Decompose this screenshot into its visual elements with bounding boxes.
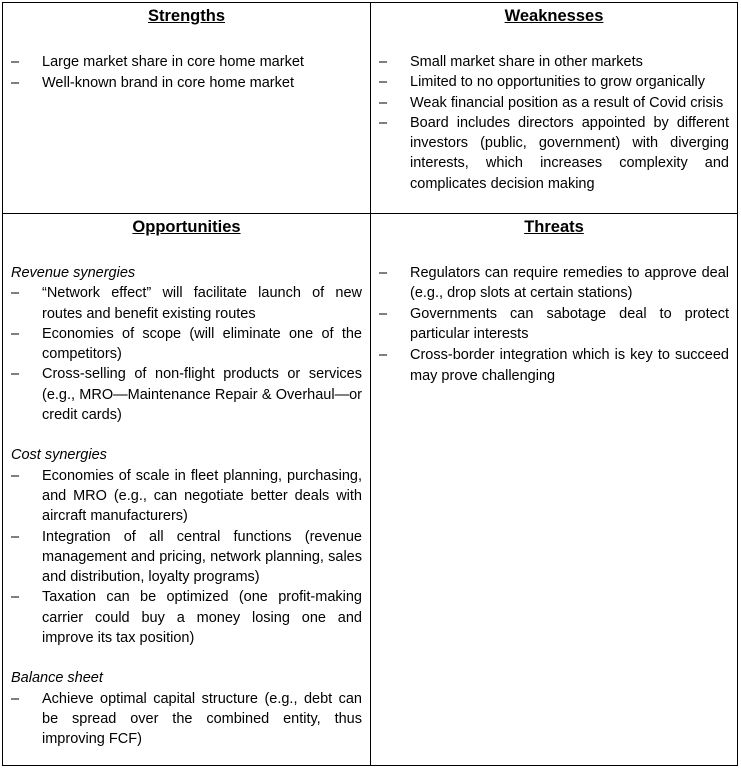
threat-text: Regulators can require remedies to approve deal (e.g., drop slots at certain stations) xyxy=(410,265,729,302)
list-item xyxy=(379,93,729,113)
weakness-text: Board includes directors appointed by different investors (public, government) with diverging interests, which increases complexity and complicates decision making xyxy=(410,114,729,192)
group-title: Balance sheet xyxy=(11,670,103,687)
opportunity-group-balance xyxy=(11,668,362,749)
dash-bullet: – xyxy=(11,54,20,70)
group-title: Revenue synergies xyxy=(11,265,136,281)
opportunity-text: Cross-selling of non-flight products or services (e.g., MRO—Maintenance Repair & Overhaul—or credit cards) xyxy=(42,366,362,424)
opportunity-list xyxy=(11,283,362,425)
dash-bullet: – xyxy=(379,265,388,281)
threats-cell xyxy=(371,214,737,765)
dash-bullet: – xyxy=(379,347,388,364)
weakness-text: Limited to no opportunities to grow organically xyxy=(410,74,705,91)
opportunity-text: Achieve optimal capital structure (e.g., debt can be spread over the combined entity, thus improving FCF) xyxy=(42,690,362,748)
opportunity-list xyxy=(11,689,362,750)
dash-bullet: – xyxy=(379,114,388,131)
list-item xyxy=(11,324,362,365)
threats-list xyxy=(379,263,729,386)
list-item xyxy=(11,52,362,72)
dash-bullet: – xyxy=(11,74,20,91)
opportunity-group-revenue xyxy=(11,263,362,425)
list-item xyxy=(11,466,362,527)
opportunity-text: Taxation can be optimized (one profit-making carrier could buy a money losing one and improve its tax position) xyxy=(42,589,362,647)
dash-bullet: – xyxy=(11,690,20,707)
dash-bullet: – xyxy=(379,54,388,70)
group-title: Cost synergies xyxy=(11,447,107,464)
weakness-text: Weak financial position as a result of Covid crisis xyxy=(410,94,724,111)
list-item xyxy=(379,72,729,92)
opportunities-content xyxy=(3,263,370,750)
threats-content xyxy=(371,263,737,386)
strength-text: Well-known brand in core home market xyxy=(42,74,294,91)
strengths-list xyxy=(11,52,362,93)
dash-bullet: – xyxy=(11,285,20,302)
list-item xyxy=(379,113,729,194)
weakness-text: Small market share in other markets xyxy=(410,54,643,70)
threat-text: Governments can sabotage deal to protect particular interests xyxy=(410,306,729,343)
dash-bullet: – xyxy=(11,589,20,606)
dash-bullet: – xyxy=(379,306,388,323)
dash-bullet: – xyxy=(379,74,388,91)
opportunity-text: “Network effect” will facilitate launch of new routes and benefit existing routes xyxy=(42,285,362,322)
dash-bullet: – xyxy=(11,467,20,484)
opportunity-text: Economies of scope (will eliminate one of the competitors) xyxy=(42,325,362,363)
weaknesses-heading: Weaknesses xyxy=(504,7,604,25)
dash-bullet: – xyxy=(11,325,20,342)
dash-bullet: – xyxy=(11,528,20,545)
opportunities-heading: Opportunities xyxy=(132,218,241,236)
threat-text: Cross-border integration which is key to succeed may prove challenging xyxy=(410,347,729,384)
strengths-cell xyxy=(3,3,370,213)
list-item xyxy=(379,345,729,386)
list-item xyxy=(11,527,362,588)
opportunity-text: Integration of all central functions (revenue management and pricing, network planning, sales and distribution, loyalty programs) xyxy=(42,528,362,586)
weaknesses-content xyxy=(371,52,737,194)
list-item xyxy=(379,52,729,72)
opportunity-group-cost xyxy=(11,445,362,648)
dash-bullet: – xyxy=(379,94,388,111)
list-item xyxy=(11,364,362,425)
list-item xyxy=(11,587,362,648)
list-item xyxy=(11,283,362,324)
list-item xyxy=(379,263,729,304)
dash-bullet: – xyxy=(11,366,20,383)
opportunities-cell xyxy=(3,214,370,765)
strengths-content xyxy=(3,52,370,93)
strength-text: Large market share in core home market xyxy=(42,54,304,70)
strengths-heading: Strengths xyxy=(147,7,225,25)
list-item xyxy=(11,689,362,750)
list-item xyxy=(11,73,362,93)
opportunity-text: Economies of scale in fleet planning, purchasing, and MRO (e.g., can negotiate better deals with aircraft manufacturers) xyxy=(42,467,362,525)
weaknesses-list xyxy=(379,52,729,194)
list-item xyxy=(379,304,729,345)
swot-table xyxy=(2,2,738,766)
opportunity-list xyxy=(11,466,362,649)
weaknesses-cell xyxy=(371,3,737,213)
threats-heading: Threats xyxy=(524,218,584,236)
